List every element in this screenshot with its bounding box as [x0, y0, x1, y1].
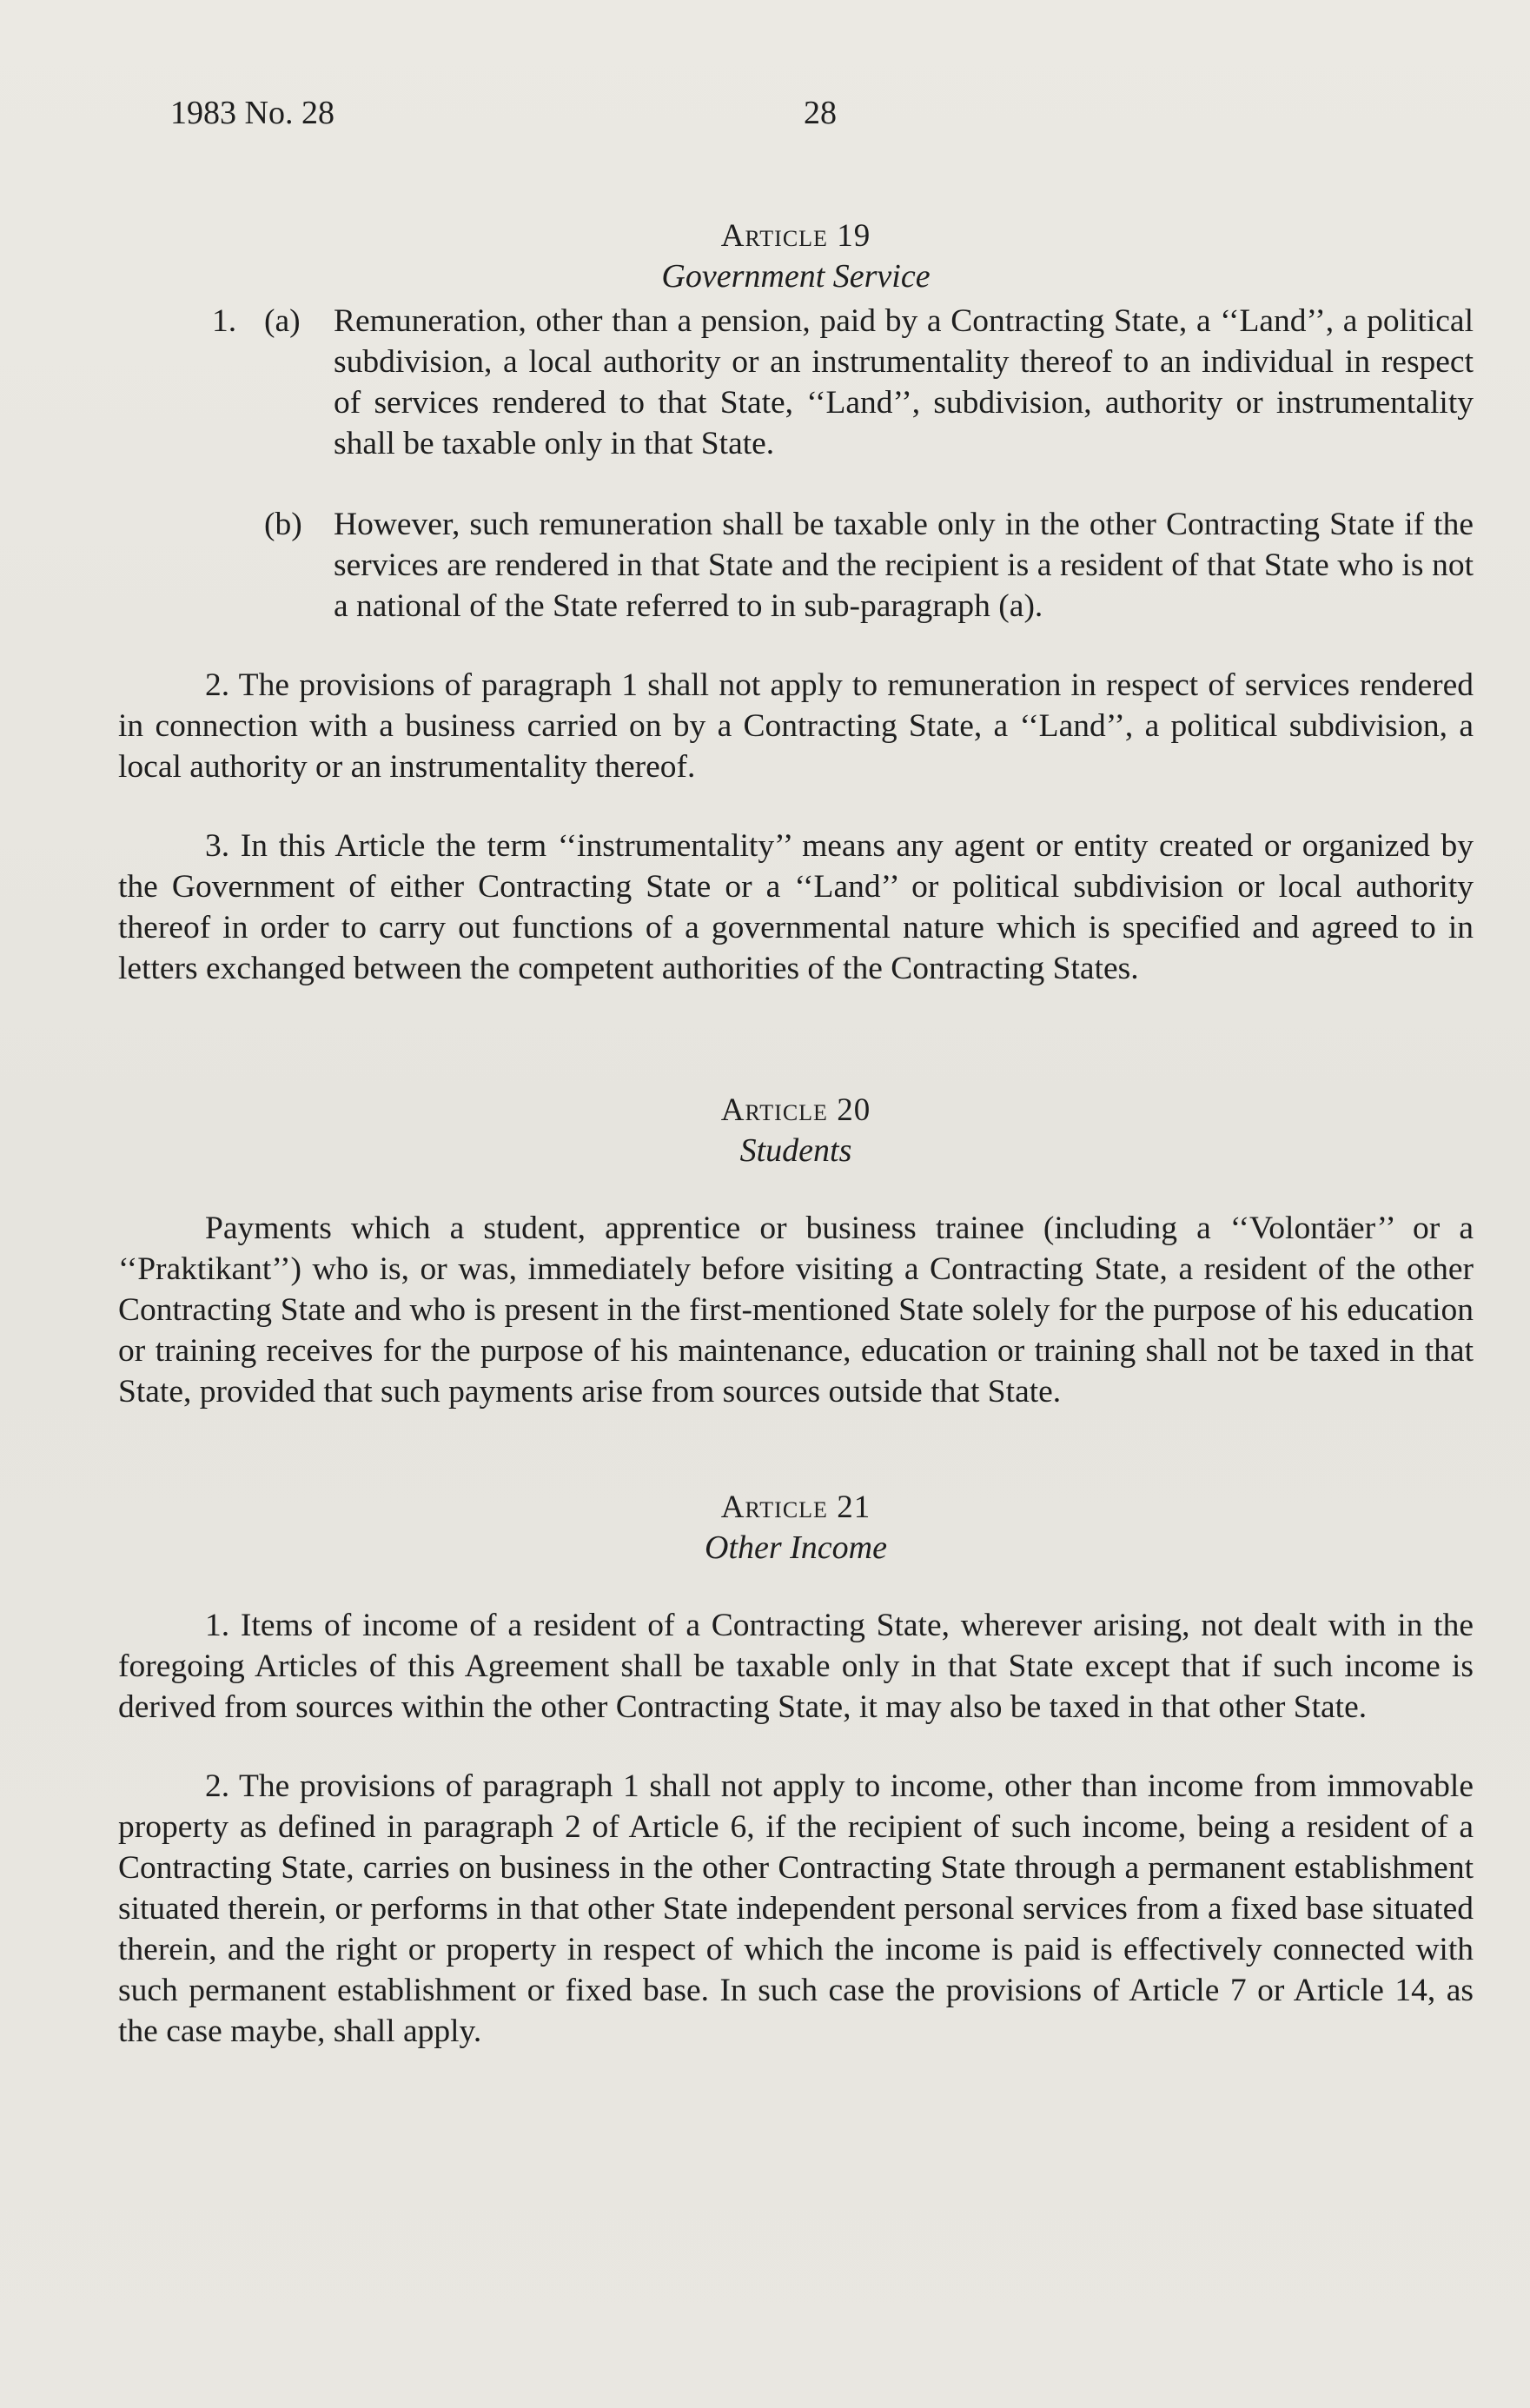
page-content	[118, 216, 1474, 2052]
paragraph-2: 2. The provisions of paragraph 1 shall not apply to remuneration in respect of services rendered in connection with a business carried on by a Contracting State, a ‘‘Land’’, a political subdivision, a local authority or an instrumentality thereof.	[118, 667, 1474, 785]
article-20	[118, 1090, 1474, 1412]
paragraph-1: Payments which a student, apprentice or business trainee (including a ‘‘Volontäer’’ or a ‘‘Praktikant’’) who is, or was, immediately before visiting a Contracting State, a resident of the other Contracting State and who is present in the first-mentioned State solely for the purpose of his education or training receives for the purpose of his maintenance, education or training shall not be taxed in that State, provided that such payments arise from sources outside that State.	[118, 1211, 1474, 1410]
paragraph-1a	[212, 301, 1474, 464]
subparagraph-label: (b)	[264, 507, 302, 542]
article-title: Article 19	[720, 218, 871, 254]
article-subtitle: Students	[739, 1132, 852, 1169]
paragraph-text: However, such remuneration shall be taxable only in the other Contracting State if the services are rendered in that State and the recipient is a resident of that State who is not a national of the State referred to in sub-paragraph (a).	[334, 507, 1474, 624]
subparagraph-label: (a)	[264, 303, 301, 339]
paragraph-2: 2. The provisions of paragraph 1 shall not apply to income, other than income from immovable property as defined in paragraph 2 of Article 6, if the recipient of such income, being a resident of a Contracting State, carries on business in the other Contracting State through a permanent establishment situated therein, or performs in that other State independent personal services from a fixed base situated therein, and the right or property in respect of which the income is paid is effectively connected with such permanent establishment or fixed base. In such case the provisions of Article 7 or Article 14, as the case maybe, shall apply.	[118, 1768, 1474, 2049]
article-subtitle: Government Service	[661, 258, 931, 295]
paragraph-number: 1.	[212, 303, 237, 339]
article-subtitle: Other Income	[705, 1529, 887, 1566]
paragraph-1: 1. Items of income of a resident of a Contracting State, wherever arising, not dealt with in the foregoing Articles of this Agreement shall be taxable only in that State except that if such income is derived from sources within the other Contracting State, it may also be taxed in that other State.	[118, 1608, 1474, 1725]
page-number: 28	[804, 95, 837, 131]
paragraph-3: 3. In this Article the term ‘‘instrumentality’’ means any agent or entity created or organized by the Government of either Contracting State or a ‘‘Land’’ or political subdivision or local authority thereof in order to carry out functions of a governmental nature which is specified and agreed to in letters exchanged between the competent authorities of the Contracting States.	[118, 828, 1474, 986]
paragraph-text: Remuneration, other than a pension, paid by a Contracting State, a ‘‘Land’’, a political subdivision, a local authority or an instrumentality thereof to an individual in respect of services rendered to that State, ‘‘Land’’, subdivision, authority or instrumentality shall be taxable only in that State.	[334, 303, 1474, 461]
year-number-header: 1983 No. 28	[170, 95, 334, 131]
article-title: Article 20	[720, 1092, 871, 1128]
article-19	[118, 216, 1474, 989]
article-21	[118, 1487, 1474, 2052]
paragraph-1b	[264, 504, 1474, 627]
article-title: Article 21	[720, 1489, 871, 1525]
